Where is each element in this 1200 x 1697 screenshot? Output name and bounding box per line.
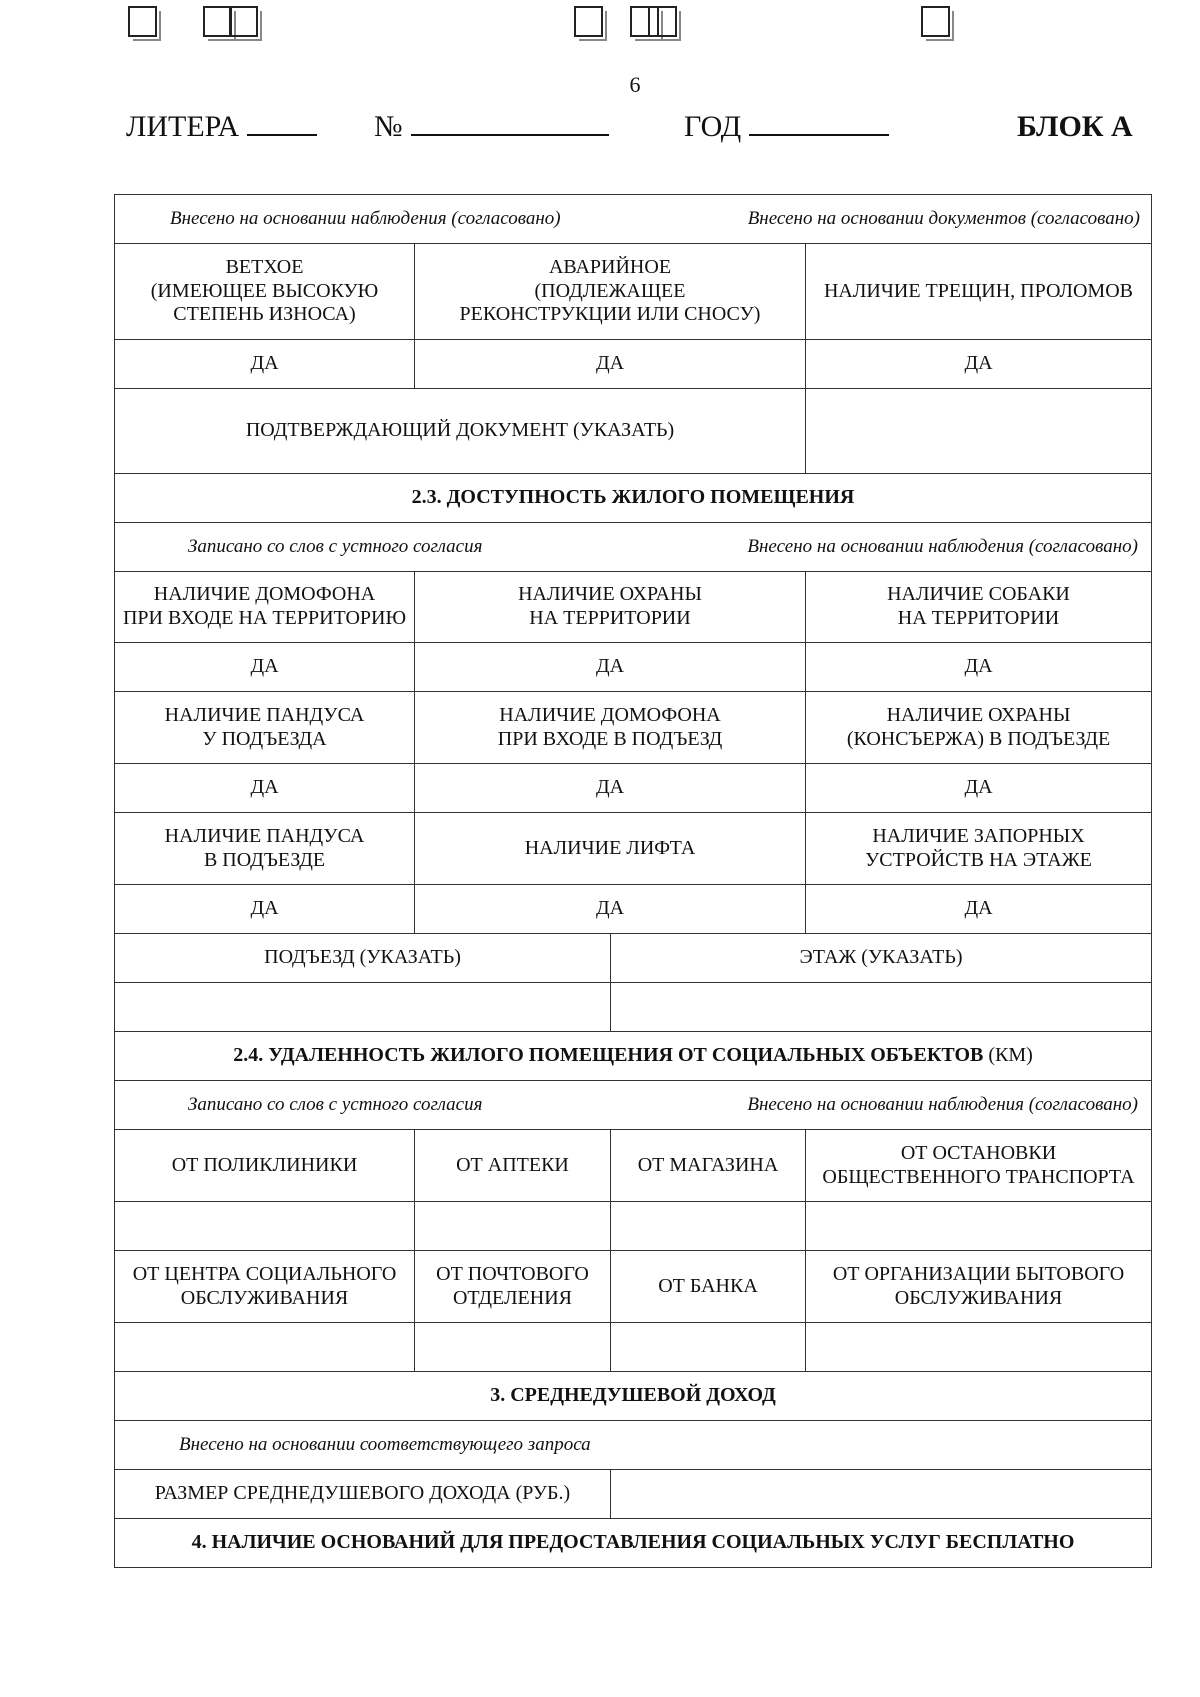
page-number: 6 bbox=[629, 72, 641, 97]
registration-mark bbox=[128, 6, 157, 37]
label-line: (ИМЕЮЩЕЕ ВЫСОКУЮ bbox=[150, 279, 379, 302]
pharmacy-distance-input[interactable] bbox=[415, 1202, 611, 1251]
entrance-label: ПОДЪЕЗД (УКАЗАТЬ) bbox=[115, 934, 611, 983]
label-line: НАЛИЧИЕ ДОМОФОНА bbox=[499, 703, 721, 726]
entrance-input[interactable] bbox=[115, 983, 611, 1032]
label-line: ВЕТХОЕ bbox=[225, 256, 304, 279]
label-line: У ПОДЪЕЗДА bbox=[202, 727, 327, 750]
label-line: (КОНСЪЕРЖА) В ПОДЪЕЗДЕ bbox=[846, 727, 1111, 750]
label-line: НАЛИЧИЕ ПАНДУСА bbox=[164, 824, 365, 847]
cell-bank bbox=[611, 1251, 806, 1323]
cell-intercom-territory bbox=[115, 572, 415, 643]
yes-intercom-territory[interactable]: ДА bbox=[115, 643, 415, 692]
note-verbal: Записано со слов с устного согласия bbox=[188, 1093, 483, 1115]
cell-ramp-inside bbox=[115, 813, 415, 885]
clinic-distance-input[interactable] bbox=[115, 1202, 415, 1251]
floor-input[interactable] bbox=[611, 983, 1152, 1032]
label-line: ОТ ПОЧТОВОГО bbox=[436, 1262, 589, 1285]
cell-concierge bbox=[806, 692, 1152, 764]
label-line: ОТ ЦЕНТРА СОЦИАЛЬНОГО bbox=[132, 1262, 397, 1285]
label-line: РЕКОНСТРУКЦИИ ИЛИ СНОСУ) bbox=[459, 303, 761, 326]
label-line: ОТ МАГАЗИНА bbox=[637, 1153, 779, 1176]
block-label: БЛОК А bbox=[1017, 110, 1133, 143]
label-line: УСТРОЙСТВ НА ЭТАЖЕ bbox=[865, 848, 1092, 871]
note-documents: Внесено на основании документов (согласовано) bbox=[747, 207, 1140, 229]
label-line: ОТ АПТЕКИ bbox=[456, 1153, 569, 1176]
floor-label: ЭТАЖ (УКАЗАТЬ) bbox=[611, 934, 1152, 983]
section-4-title: 4. НАЛИЧИЕ ОСНОВАНИЙ ДЛЯ ПРЕДОСТАВЛЕНИЯ СОЦИАЛЬНЫХ УСЛУГ БЕСПЛАТНО bbox=[115, 1519, 1152, 1568]
cell-elevator bbox=[415, 813, 806, 885]
transport-distance-input[interactable] bbox=[806, 1202, 1152, 1251]
label-line: ОТ ОСТАНОВКИ bbox=[900, 1141, 1057, 1164]
label-line: АВАРИЙНОЕ bbox=[548, 256, 672, 279]
household-distance-input[interactable] bbox=[806, 1323, 1152, 1372]
label-line: ОТДЕЛЕНИЯ bbox=[452, 1286, 572, 1309]
yes-guard-territory[interactable]: ДА bbox=[415, 643, 806, 692]
social-center-distance-input[interactable] bbox=[115, 1323, 415, 1372]
yes-elevator[interactable]: ДА bbox=[415, 885, 806, 934]
litera-label: ЛИТЕРА bbox=[126, 110, 240, 143]
year-label: ГОД bbox=[684, 110, 742, 143]
section-2-3-notes bbox=[115, 523, 1152, 572]
income-label: РАЗМЕР СРЕДНЕДУШЕВОГО ДОХОДА (РУБ.) bbox=[115, 1470, 611, 1519]
label-line: НАЛИЧИЕ ОХРАНЫ bbox=[886, 703, 1071, 726]
note-observation: Внесено на основании наблюдения (согласовано) bbox=[747, 535, 1138, 557]
section-3-title: 3. СРЕДНЕДУШЕВОЙ ДОХОД bbox=[115, 1372, 1152, 1421]
condition-notes bbox=[115, 195, 1152, 244]
section-2-4-title-text: 2.4. УДАЛЕННОСТЬ ЖИЛОГО ПОМЕЩЕНИЯ ОТ СОЦИАЛЬНЫХ ОБЪЕКТОВ bbox=[233, 1044, 984, 1067]
note-observation: Внесено на основании наблюдения (согласовано) bbox=[747, 1093, 1138, 1115]
year-blank[interactable] bbox=[749, 110, 889, 136]
label-line: ОБСЛУЖИВАНИЯ bbox=[180, 1286, 349, 1309]
yes-intercom-entrance[interactable]: ДА bbox=[415, 764, 806, 813]
cell-guard-territory bbox=[415, 572, 806, 643]
section-2-4-unit: (КМ) bbox=[988, 1044, 1033, 1067]
yes-cracks[interactable]: ДА bbox=[806, 340, 1152, 389]
cell-dog-territory bbox=[806, 572, 1152, 643]
registration-mark bbox=[648, 6, 677, 37]
section-2-4-notes bbox=[115, 1081, 1152, 1130]
registration-mark bbox=[229, 6, 258, 37]
year-field[interactable] bbox=[684, 110, 889, 144]
cell-clinic bbox=[115, 1130, 415, 1202]
label-line: ПРИ ВХОДЕ В ПОДЪЕЗД bbox=[497, 727, 723, 750]
label-line: НА ТЕРРИТОРИИ bbox=[897, 607, 1060, 629]
label-line: ОТ ПОЛИКЛИНИКИ bbox=[171, 1153, 358, 1176]
label-line: НАЛИЧИЕ ПАНДУСА bbox=[164, 703, 365, 726]
post-office-distance-input[interactable] bbox=[415, 1323, 611, 1372]
section-2-3-title: 2.3. ДОСТУПНОСТЬ ЖИЛОГО ПОМЕЩЕНИЯ bbox=[115, 474, 1152, 523]
label-line: ОТ БАНКА bbox=[658, 1274, 758, 1297]
yes-ramp-entrance[interactable]: ДА bbox=[115, 764, 415, 813]
confirm-doc-label: ПОДТВЕРЖДАЮЩИЙ ДОКУМЕНТ (УКАЗАТЬ) bbox=[115, 389, 806, 474]
registration-mark bbox=[921, 6, 950, 37]
yes-locking-devices[interactable]: ДА bbox=[806, 885, 1152, 934]
label-line: НА ТЕРРИТОРИИ bbox=[529, 607, 691, 629]
label-line: ОТ ОРГАНИЗАЦИИ БЫТОВОГО bbox=[832, 1262, 1125, 1285]
cell-pharmacy bbox=[415, 1130, 611, 1202]
cell-locking-devices bbox=[806, 813, 1152, 885]
cell-intercom-entrance bbox=[415, 692, 806, 764]
number-blank[interactable] bbox=[411, 110, 609, 136]
registration-mark bbox=[574, 6, 603, 37]
label-line: ОБСЛУЖИВАНИЯ bbox=[894, 1286, 1063, 1309]
cell-ramp-entrance bbox=[115, 692, 415, 764]
number-field[interactable] bbox=[374, 110, 609, 144]
label-line: НАЛИЧИЕ ЗАПОРНЫХ bbox=[872, 824, 1085, 847]
registration-marks bbox=[0, 6, 1200, 42]
label-line: СТЕПЕНЬ ИЗНОСА) bbox=[173, 303, 356, 326]
income-input[interactable] bbox=[611, 1470, 1152, 1519]
cell-cracks: НАЛИЧИЕ ТРЕЩИН, ПРОЛОМОВ bbox=[806, 244, 1152, 340]
cell-household-services bbox=[806, 1251, 1152, 1323]
label-line: В ПОДЪЕЗДЕ bbox=[203, 848, 326, 871]
label-line: НАЛИЧИЕ СОБАКИ bbox=[887, 583, 1070, 606]
note-observation: Внесено на основании наблюдения (согласовано) bbox=[170, 207, 561, 229]
number-label: № bbox=[374, 110, 403, 143]
section-3-note: Внесено на основании соответствующего запроса bbox=[115, 1421, 1152, 1470]
cell-dilapidated bbox=[115, 244, 415, 340]
section-2-4-title bbox=[115, 1032, 1152, 1081]
cell-transport-stop bbox=[806, 1130, 1152, 1202]
note-verbal: Записано со слов с устного согласия bbox=[188, 535, 483, 557]
form-table bbox=[114, 194, 1152, 1568]
cell-shop bbox=[611, 1130, 806, 1202]
litera-field[interactable] bbox=[126, 110, 317, 144]
label-line: ПРИ ВХОДЕ НА ТЕРРИТОРИЮ bbox=[122, 607, 407, 629]
yes-dog-territory[interactable]: ДА bbox=[806, 643, 1152, 692]
yes-concierge[interactable]: ДА bbox=[806, 764, 1152, 813]
confirm-doc-input[interactable] bbox=[806, 389, 1152, 474]
yes-dilapidated[interactable]: ДА bbox=[115, 340, 415, 389]
label-line: НАЛИЧИЕ ОХРАНЫ bbox=[518, 583, 702, 606]
shop-distance-input[interactable] bbox=[611, 1202, 806, 1251]
registration-mark bbox=[203, 6, 232, 37]
label-line: НАЛИЧИЕ ДОМОФОНА bbox=[153, 583, 376, 606]
label-line: (ПОДЛЕЖАЩЕЕ bbox=[534, 279, 686, 302]
litera-blank[interactable] bbox=[247, 110, 317, 136]
cell-emergency bbox=[415, 244, 806, 340]
bank-distance-input[interactable] bbox=[611, 1323, 806, 1372]
yes-ramp-inside[interactable]: ДА bbox=[115, 885, 415, 934]
cell-social-center bbox=[115, 1251, 415, 1323]
label-line: НАЛИЧИЕ ЛИФТА bbox=[524, 836, 696, 859]
label-line: ОБЩЕСТВЕННОГО ТРАНСПОРТА bbox=[822, 1165, 1135, 1188]
yes-emergency[interactable]: ДА bbox=[415, 340, 806, 389]
cell-post-office bbox=[415, 1251, 611, 1323]
